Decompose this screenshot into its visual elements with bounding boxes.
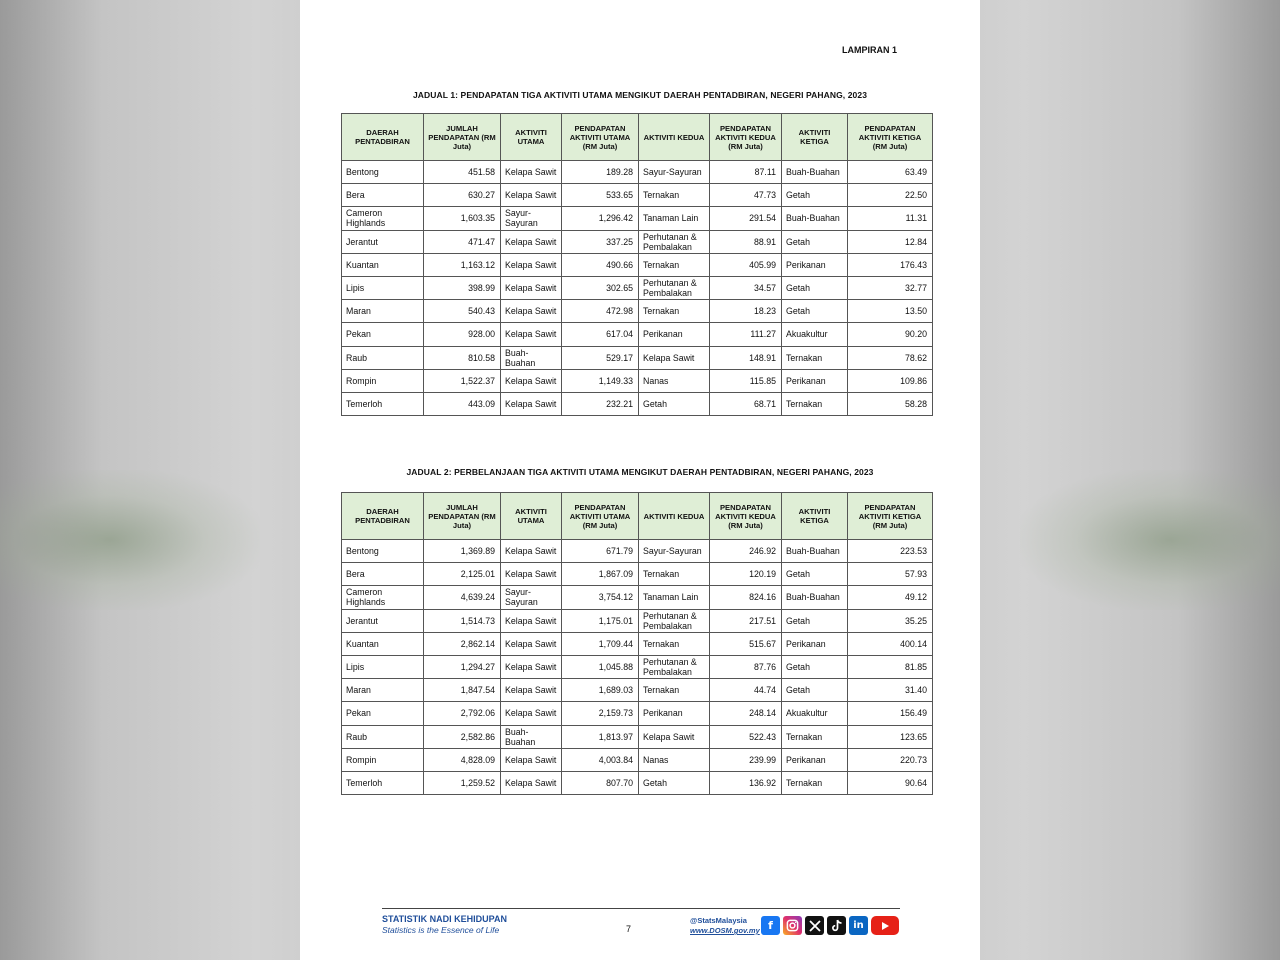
page-number: 7 [626, 924, 632, 934]
value-cell: 1,514.73 [424, 609, 501, 632]
table-row [342, 540, 933, 563]
table-row [342, 679, 933, 702]
district-cell: Lipis [342, 276, 424, 299]
value-cell: 1,522.37 [424, 369, 501, 392]
activity-cell: Kelapa Sawit [501, 563, 562, 586]
value-cell: 123.65 [848, 725, 933, 748]
district-cell: Cameron Highlands [342, 586, 424, 609]
value-cell: 1,709.44 [562, 632, 639, 655]
column-header: AKTIVITI UTAMA [501, 114, 562, 161]
value-cell: 810.58 [424, 346, 501, 369]
value-cell: 540.43 [424, 300, 501, 323]
value-cell: 81.85 [848, 655, 933, 678]
activity-cell: Kelapa Sawit [501, 184, 562, 207]
activity-cell: Nanas [639, 748, 710, 771]
activity-cell: Kelapa Sawit [501, 771, 562, 794]
district-cell: Bentong [342, 540, 424, 563]
background-blur-right [1020, 470, 1280, 610]
activity-cell: Kelapa Sawit [501, 632, 562, 655]
appendix-label: LAMPIRAN 1 [841, 45, 897, 55]
activity-cell: Kelapa Sawit [501, 276, 562, 299]
table-row [342, 346, 933, 369]
activity-cell: Perhutanan & Pembalakan [639, 609, 710, 632]
value-cell: 1,294.27 [424, 655, 501, 678]
activity-cell: Ternakan [639, 563, 710, 586]
value-cell: 1,847.54 [424, 679, 501, 702]
activity-cell: Akuakultur [782, 702, 848, 725]
value-cell: 220.73 [848, 748, 933, 771]
column-header: AKTIVITI KEDUA [639, 493, 710, 540]
value-cell: 2,862.14 [424, 632, 501, 655]
table-row [342, 184, 933, 207]
table-row [342, 702, 933, 725]
activity-cell: Perhutanan & Pembalakan [639, 655, 710, 678]
value-cell: 824.16 [710, 586, 782, 609]
activity-cell: Buah-Buahan [782, 586, 848, 609]
value-cell: 246.92 [710, 540, 782, 563]
website-link[interactable]: www.DOSM.gov.my [690, 926, 760, 935]
x-icon[interactable] [805, 916, 824, 935]
table-row [342, 230, 933, 253]
activity-cell: Getah [782, 655, 848, 678]
column-header: DAERAH PENTADBIRAN [342, 114, 424, 161]
value-cell: 87.76 [710, 655, 782, 678]
activity-cell: Ternakan [639, 184, 710, 207]
value-cell: 32.77 [848, 276, 933, 299]
activity-cell: Buah-Buahan [501, 346, 562, 369]
value-cell: 529.17 [562, 346, 639, 369]
social-icons [761, 916, 899, 935]
column-header: JUMLAH PENDAPATAN (RM Juta) [424, 114, 501, 161]
value-cell: 34.57 [710, 276, 782, 299]
district-cell: Maran [342, 679, 424, 702]
value-cell: 35.25 [848, 609, 933, 632]
activity-cell: Nanas [639, 369, 710, 392]
footer-brand: STATISTIK NADI KEHIDUPAN [382, 914, 507, 924]
value-cell: 18.23 [710, 300, 782, 323]
district-cell: Jerantut [342, 609, 424, 632]
district-cell: Raub [342, 346, 424, 369]
activity-cell: Ternakan [782, 346, 848, 369]
value-cell: 223.53 [848, 540, 933, 563]
activity-cell: Buah-Buahan [782, 540, 848, 563]
value-cell: 49.12 [848, 586, 933, 609]
activity-cell: Ternakan [639, 300, 710, 323]
value-cell: 90.20 [848, 323, 933, 346]
district-cell: Cameron Highlands [342, 207, 424, 230]
value-cell: 400.14 [848, 632, 933, 655]
value-cell: 533.65 [562, 184, 639, 207]
activity-cell: Ternakan [639, 632, 710, 655]
table2-header-row [342, 493, 933, 540]
value-cell: 176.43 [848, 253, 933, 276]
district-cell: Raub [342, 725, 424, 748]
activity-cell: Sayur-Sayuran [639, 161, 710, 184]
district-cell: Bera [342, 184, 424, 207]
value-cell: 2,792.06 [424, 702, 501, 725]
value-cell: 44.74 [710, 679, 782, 702]
activity-cell: Buah-Buahan [501, 725, 562, 748]
activity-cell: Sayur-Sayuran [501, 586, 562, 609]
table-row [342, 300, 933, 323]
value-cell: 136.92 [710, 771, 782, 794]
table2-body [342, 540, 933, 795]
value-cell: 78.62 [848, 346, 933, 369]
table-row [342, 748, 933, 771]
table2 [341, 492, 933, 795]
activity-cell: Kelapa Sawit [501, 609, 562, 632]
social-handle: @StatsMalaysia [690, 916, 747, 925]
activity-cell: Ternakan [782, 771, 848, 794]
value-cell: 2,582.86 [424, 725, 501, 748]
value-cell: 148.91 [710, 346, 782, 369]
value-cell: 239.99 [710, 748, 782, 771]
table2-title: JADUAL 2: PERBELANJAAN TIGA AKTIVITI UTAMA MENGIKUT DAERAH PENTADBIRAN, NEGERI PAHANG, 2023 [406, 467, 874, 477]
district-cell: Maran [342, 300, 424, 323]
value-cell: 58.28 [848, 392, 933, 415]
activity-cell: Perhutanan & Pembalakan [639, 230, 710, 253]
value-cell: 57.93 [848, 563, 933, 586]
table-row [342, 655, 933, 678]
column-header: DAERAH PENTADBIRAN [342, 493, 424, 540]
district-cell: Jerantut [342, 230, 424, 253]
district-cell: Temerloh [342, 771, 424, 794]
activity-cell: Getah [782, 609, 848, 632]
column-header: PENDAPATAN AKTIVITI KEDUA (RM Juta) [710, 114, 782, 161]
value-cell: 4,639.24 [424, 586, 501, 609]
value-cell: 617.04 [562, 323, 639, 346]
value-cell: 398.99 [424, 276, 501, 299]
activity-cell: Akuakultur [782, 323, 848, 346]
background-blur-left [0, 470, 260, 610]
value-cell: 1,259.52 [424, 771, 501, 794]
value-cell: 4,003.84 [562, 748, 639, 771]
document-page [300, 0, 980, 960]
value-cell: 1,296.42 [562, 207, 639, 230]
table-row [342, 369, 933, 392]
table-row [342, 323, 933, 346]
activity-cell: Kelapa Sawit [501, 702, 562, 725]
column-header: JUMLAH PENDAPATAN (RM Juta) [424, 493, 501, 540]
activity-cell: Getah [639, 392, 710, 415]
district-cell: Kuantan [342, 253, 424, 276]
facebook-icon[interactable]: f [761, 916, 780, 935]
value-cell: 217.51 [710, 609, 782, 632]
district-cell: Pekan [342, 702, 424, 725]
value-cell: 111.27 [710, 323, 782, 346]
table-row [342, 632, 933, 655]
value-cell: 928.00 [424, 323, 501, 346]
table-row [342, 771, 933, 794]
activity-cell: Getah [782, 276, 848, 299]
column-header: AKTIVITI KETIGA [782, 493, 848, 540]
activity-cell: Ternakan [782, 725, 848, 748]
value-cell: 472.98 [562, 300, 639, 323]
value-cell: 1,867.09 [562, 563, 639, 586]
value-cell: 88.91 [710, 230, 782, 253]
activity-cell: Kelapa Sawit [501, 369, 562, 392]
activity-cell: Kelapa Sawit [501, 540, 562, 563]
activity-cell: Getah [782, 563, 848, 586]
activity-cell: Buah-Buahan [782, 207, 848, 230]
value-cell: 1,175.01 [562, 609, 639, 632]
column-header: AKTIVITI KEDUA [639, 114, 710, 161]
activity-cell: Getah [782, 230, 848, 253]
district-cell: Pekan [342, 323, 424, 346]
activity-cell: Kelapa Sawit [501, 392, 562, 415]
activity-cell: Ternakan [639, 253, 710, 276]
activity-cell: Tanaman Lain [639, 586, 710, 609]
value-cell: 115.85 [710, 369, 782, 392]
table-row [342, 207, 933, 230]
activity-cell: Ternakan [782, 392, 848, 415]
activity-cell: Perikanan [782, 748, 848, 771]
activity-cell: Kelapa Sawit [501, 679, 562, 702]
activity-cell: Perikanan [782, 369, 848, 392]
tiktok-icon[interactable] [827, 916, 846, 935]
value-cell: 1,163.12 [424, 253, 501, 276]
value-cell: 90.64 [848, 771, 933, 794]
value-cell: 2,125.01 [424, 563, 501, 586]
value-cell: 807.70 [562, 771, 639, 794]
value-cell: 671.79 [562, 540, 639, 563]
value-cell: 87.11 [710, 161, 782, 184]
value-cell: 405.99 [710, 253, 782, 276]
value-cell: 12.84 [848, 230, 933, 253]
column-header: PENDAPATAN AKTIVITI KEDUA (RM Juta) [710, 493, 782, 540]
value-cell: 1,603.35 [424, 207, 501, 230]
activity-cell: Getah [782, 679, 848, 702]
value-cell: 1,149.33 [562, 369, 639, 392]
value-cell: 451.58 [424, 161, 501, 184]
activity-cell: Getah [782, 184, 848, 207]
footer-divider [382, 908, 900, 909]
activity-cell: Perikanan [639, 702, 710, 725]
activity-cell: Kelapa Sawit [639, 725, 710, 748]
column-header: PENDAPATAN AKTIVITI KETIGA (RM Juta) [848, 114, 933, 161]
value-cell: 3,754.12 [562, 586, 639, 609]
activity-cell: Perikanan [639, 323, 710, 346]
value-cell: 109.86 [848, 369, 933, 392]
activity-cell: Perhutanan & Pembalakan [639, 276, 710, 299]
column-header: PENDAPATAN AKTIVITI KETIGA (RM Juta) [848, 493, 933, 540]
table-row [342, 161, 933, 184]
district-cell: Rompin [342, 369, 424, 392]
activity-cell: Kelapa Sawit [501, 161, 562, 184]
activity-cell: Getah [639, 771, 710, 794]
value-cell: 490.66 [562, 253, 639, 276]
column-header: PENDAPATAN AKTIVITI UTAMA (RM Juta) [562, 114, 639, 161]
column-header: AKTIVITI KETIGA [782, 114, 848, 161]
table-row [342, 253, 933, 276]
district-cell: Bentong [342, 161, 424, 184]
value-cell: 120.19 [710, 563, 782, 586]
activity-cell: Kelapa Sawit [501, 300, 562, 323]
value-cell: 13.50 [848, 300, 933, 323]
value-cell: 47.73 [710, 184, 782, 207]
activity-cell: Perikanan [782, 632, 848, 655]
table1-header-row [342, 114, 933, 161]
table-row [342, 725, 933, 748]
table1-body [342, 161, 933, 416]
district-cell: Rompin [342, 748, 424, 771]
table-row [342, 586, 933, 609]
value-cell: 1,045.88 [562, 655, 639, 678]
value-cell: 248.14 [710, 702, 782, 725]
value-cell: 22.50 [848, 184, 933, 207]
value-cell: 302.65 [562, 276, 639, 299]
activity-cell: Sayur-Sayuran [639, 540, 710, 563]
value-cell: 337.25 [562, 230, 639, 253]
table1-title: JADUAL 1: PENDAPATAN TIGA AKTIVITI UTAMA MENGIKUT DAERAH PENTADBIRAN, NEGERI PAHANG, 2023 [412, 90, 868, 100]
activity-cell: Kelapa Sawit [639, 346, 710, 369]
table-row [342, 392, 933, 415]
district-cell: Kuantan [342, 632, 424, 655]
value-cell: 471.47 [424, 230, 501, 253]
activity-cell: Kelapa Sawit [501, 748, 562, 771]
table-row [342, 609, 933, 632]
value-cell: 232.21 [562, 392, 639, 415]
value-cell: 68.71 [710, 392, 782, 415]
value-cell: 4,828.09 [424, 748, 501, 771]
activity-cell: Ternakan [639, 679, 710, 702]
value-cell: 11.31 [848, 207, 933, 230]
table-row [342, 563, 933, 586]
column-header: PENDAPATAN AKTIVITI UTAMA (RM Juta) [562, 493, 639, 540]
district-cell: Bera [342, 563, 424, 586]
value-cell: 189.28 [562, 161, 639, 184]
value-cell: 443.09 [424, 392, 501, 415]
activity-cell: Perikanan [782, 253, 848, 276]
value-cell: 1,813.97 [562, 725, 639, 748]
value-cell: 63.49 [848, 161, 933, 184]
value-cell: 2,159.73 [562, 702, 639, 725]
footer-tagline: Statistics is the Essence of Life [382, 925, 500, 935]
table-row [342, 276, 933, 299]
value-cell: 630.27 [424, 184, 501, 207]
column-header: AKTIVITI UTAMA [501, 493, 562, 540]
instagram-icon[interactable] [783, 916, 802, 935]
value-cell: 522.43 [710, 725, 782, 748]
table1 [341, 113, 933, 416]
activity-cell: Buah-Buahan [782, 161, 848, 184]
value-cell: 1,689.03 [562, 679, 639, 702]
value-cell: 291.54 [710, 207, 782, 230]
linkedin-icon[interactable]: in [849, 916, 868, 935]
activity-cell: Kelapa Sawit [501, 253, 562, 276]
youtube-icon[interactable] [871, 916, 899, 935]
value-cell: 156.49 [848, 702, 933, 725]
district-cell: Temerloh [342, 392, 424, 415]
activity-cell: Kelapa Sawit [501, 230, 562, 253]
activity-cell: Getah [782, 300, 848, 323]
activity-cell: Kelapa Sawit [501, 655, 562, 678]
activity-cell: Sayur-Sayuran [501, 207, 562, 230]
value-cell: 515.67 [710, 632, 782, 655]
district-cell: Lipis [342, 655, 424, 678]
activity-cell: Kelapa Sawit [501, 323, 562, 346]
value-cell: 1,369.89 [424, 540, 501, 563]
activity-cell: Tanaman Lain [639, 207, 710, 230]
value-cell: 31.40 [848, 679, 933, 702]
